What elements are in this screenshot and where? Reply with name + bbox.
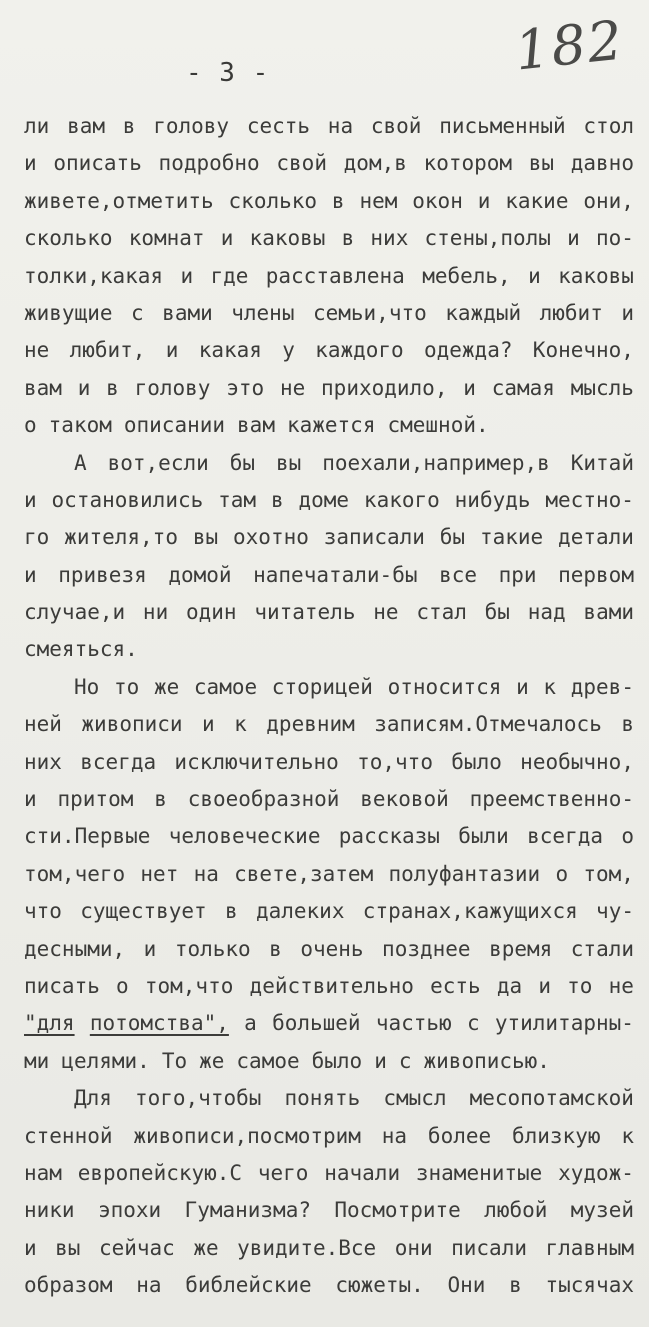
text-line <box>24 258 634 295</box>
word: есть <box>430 973 481 998</box>
text-line <box>24 931 634 968</box>
word: образом <box>24 1273 113 1298</box>
word: существует <box>80 899 207 924</box>
word: охотно <box>233 525 309 550</box>
word: того,чтобы <box>134 1086 262 1111</box>
text-line <box>24 968 634 1005</box>
word: читатель <box>254 600 356 625</box>
text-line <box>24 781 634 818</box>
word: первом <box>558 562 634 587</box>
word: члены <box>231 300 295 325</box>
text-line <box>24 145 634 182</box>
page-number: - 3 - <box>186 58 270 88</box>
word: всегда <box>80 749 157 774</box>
word: и <box>24 487 37 512</box>
word: то <box>113 674 140 699</box>
word: над <box>527 600 566 625</box>
word: всегда <box>527 824 603 849</box>
word: кажется <box>286 413 376 438</box>
word: сколько <box>24 226 113 251</box>
text-line <box>24 669 634 706</box>
text-line <box>24 557 634 594</box>
text-line <box>24 818 634 855</box>
word: ми <box>24 1048 50 1073</box>
word: же <box>153 674 180 699</box>
word: далеких <box>255 899 345 924</box>
word: А <box>74 450 87 475</box>
word: в <box>154 787 167 812</box>
text-line <box>24 407 634 444</box>
word: семьи,что <box>312 300 427 325</box>
word: какого <box>363 487 440 512</box>
word: Конечно, <box>532 338 634 363</box>
word: го <box>24 525 50 550</box>
word: любой <box>484 1198 548 1223</box>
word: в <box>270 487 284 512</box>
word: бы <box>484 600 510 625</box>
word: описать <box>53 151 142 176</box>
word: действительно <box>249 973 414 998</box>
word: Посмотрите <box>334 1198 461 1223</box>
word: "для <box>24 1011 75 1036</box>
word: время <box>489 936 553 961</box>
word: исключительно <box>174 749 339 774</box>
word: стол <box>583 114 634 138</box>
word: относится <box>387 674 502 699</box>
word: древним <box>266 712 355 737</box>
word: сторицей <box>271 674 373 699</box>
word: живете,отметить <box>24 188 214 213</box>
word: такие <box>479 525 544 550</box>
word: домой <box>168 562 232 587</box>
word: расставлена <box>265 263 405 288</box>
word: у <box>282 338 295 363</box>
word: привезя <box>58 562 147 587</box>
word: том,чего <box>24 861 126 886</box>
text-line <box>24 1080 634 1117</box>
word: древ- <box>570 674 634 699</box>
word: стены,полы <box>424 226 551 251</box>
word: а <box>244 1011 257 1036</box>
word: начали <box>324 1160 401 1185</box>
word: живущие <box>24 300 113 325</box>
word: какая <box>198 338 262 363</box>
text-line <box>24 631 634 668</box>
text-line <box>24 893 634 930</box>
word: своеобразной <box>187 787 340 812</box>
word: живописи <box>81 712 183 737</box>
word: на <box>136 1273 162 1298</box>
word: жителя,то <box>64 525 178 550</box>
word: и <box>180 263 194 288</box>
word: в <box>269 936 282 961</box>
word: же <box>193 1235 219 1260</box>
word: Но <box>74 674 100 699</box>
word: и <box>24 151 37 176</box>
word: они, <box>583 188 634 213</box>
word: вами <box>583 600 634 625</box>
word: каковы <box>558 263 634 288</box>
word: в <box>331 188 345 213</box>
word: главным <box>545 1235 634 1260</box>
word: вот,если <box>107 450 209 475</box>
word: свой <box>370 114 422 138</box>
word: было <box>451 749 502 774</box>
word: с <box>131 300 144 325</box>
word: голову <box>153 114 230 138</box>
word: вековой <box>360 787 449 812</box>
word: смеяться. <box>24 637 138 662</box>
word: них <box>370 226 409 251</box>
word: преемственно- <box>469 787 634 812</box>
word: десными, <box>24 936 126 961</box>
word: каждый <box>445 300 522 325</box>
word: с <box>398 1048 412 1073</box>
word: притом <box>57 787 134 812</box>
word: напечатали-бы <box>253 562 418 587</box>
word: полуфантазии <box>388 861 541 886</box>
word: То <box>161 1048 188 1073</box>
word: вами <box>162 300 213 325</box>
word: окон <box>412 188 463 213</box>
word: остановились <box>51 487 204 512</box>
text-line <box>24 220 634 257</box>
word: сюжеты. <box>335 1273 424 1298</box>
word: записям.Отмечалось <box>374 712 602 737</box>
word: библейские <box>185 1273 312 1298</box>
word: смешной. <box>387 413 489 438</box>
word: о <box>116 973 129 998</box>
word: и <box>24 1235 37 1260</box>
word: странах,кажущихся <box>362 899 578 924</box>
word: к <box>234 712 247 737</box>
word: эпохи <box>97 1198 162 1223</box>
word: не <box>24 338 50 363</box>
word: в <box>122 114 136 138</box>
word: самая <box>491 375 555 400</box>
word: поехали,например,в <box>322 450 550 475</box>
word: описании <box>123 413 226 438</box>
word: Они <box>447 1273 486 1298</box>
word: и <box>165 338 179 363</box>
word: дом,в <box>343 151 407 176</box>
word: все <box>439 562 478 587</box>
word: близкую <box>511 1123 601 1148</box>
text-line <box>24 1118 634 1155</box>
word: по- <box>595 226 634 251</box>
text-line <box>24 706 634 743</box>
text-line <box>24 594 634 631</box>
word: смысл <box>383 1086 447 1111</box>
word: нем <box>359 188 398 213</box>
word: о <box>621 824 634 849</box>
word: о <box>555 861 569 886</box>
word: давно <box>570 151 634 176</box>
word: них <box>24 749 62 774</box>
word: к <box>621 1123 634 1148</box>
word: писать <box>24 973 100 998</box>
word: записали <box>323 525 425 550</box>
word: целями. <box>61 1048 150 1073</box>
word: было <box>311 1048 363 1073</box>
word: частью <box>375 1011 452 1036</box>
word: сейчас <box>98 1235 175 1260</box>
word: в <box>106 375 119 400</box>
text-line <box>24 519 634 556</box>
word: бы <box>229 450 256 475</box>
word: любит <box>539 300 603 325</box>
word: вы <box>275 450 302 475</box>
word: приходило, <box>321 375 448 400</box>
word: где <box>210 263 249 288</box>
word: котором <box>423 151 513 176</box>
word: не <box>373 600 399 625</box>
word: каждого <box>315 338 404 363</box>
word: были <box>458 824 509 849</box>
word: необычно, <box>520 749 634 774</box>
word: потомства", <box>89 1011 229 1036</box>
word: самое <box>236 1048 300 1073</box>
word: то <box>567 973 593 998</box>
word: письменный <box>439 114 566 138</box>
word: нет <box>140 861 179 886</box>
word: голову <box>134 375 211 400</box>
word: ники <box>24 1198 75 1223</box>
text-line <box>24 1005 634 1042</box>
word: позднее <box>382 936 471 961</box>
word: бы <box>439 525 466 550</box>
body-text <box>24 108 634 1305</box>
word: и <box>24 787 37 812</box>
word: Для <box>74 1086 112 1111</box>
word: рассказы <box>338 824 440 849</box>
word: мысль <box>570 375 634 400</box>
word: таком <box>48 413 112 438</box>
text-line <box>24 295 634 332</box>
word: и <box>143 936 157 961</box>
word: на <box>381 1123 408 1148</box>
word: месопотамской <box>469 1086 634 1111</box>
word: любит, <box>69 338 146 363</box>
word: только <box>174 936 251 961</box>
word: ни <box>142 600 169 625</box>
text-line <box>24 1267 634 1304</box>
word: вы <box>528 151 555 176</box>
word: ней <box>24 712 62 737</box>
text-line <box>24 482 634 519</box>
text-line <box>24 1043 634 1080</box>
text-line <box>24 183 634 220</box>
word: в <box>225 899 238 924</box>
word: на <box>327 114 354 138</box>
text-line <box>24 1155 634 1192</box>
text-line <box>24 108 634 145</box>
word: европейскую.С <box>77 1160 243 1185</box>
word: стали <box>570 936 634 961</box>
word: том, <box>583 861 634 886</box>
word: понять <box>284 1086 361 1111</box>
word: толки,какая <box>24 263 164 288</box>
word: что <box>24 899 62 924</box>
word: худож- <box>558 1160 634 1185</box>
word: детали <box>558 525 634 550</box>
word: и <box>621 300 634 325</box>
text-line <box>24 856 634 893</box>
word: не <box>279 375 306 400</box>
word: свой <box>276 151 327 176</box>
text-line <box>24 445 634 482</box>
text-line <box>24 370 634 407</box>
word: мебель, <box>422 263 511 288</box>
word: и <box>374 1048 387 1073</box>
word: живописью. <box>423 1048 550 1073</box>
word: доме <box>298 487 350 512</box>
word: стал <box>416 600 467 625</box>
word: том,что <box>144 973 234 998</box>
word: большей <box>272 1011 361 1036</box>
word: они <box>394 1235 433 1260</box>
handwritten-archive-number: 182 <box>512 8 628 83</box>
word: и <box>463 375 476 400</box>
word: очень <box>300 936 364 961</box>
word: сколько <box>228 188 318 213</box>
word: музей <box>570 1198 634 1223</box>
word: в <box>509 1273 522 1298</box>
word: знаменитые <box>415 1160 543 1185</box>
word: стенной <box>24 1123 113 1148</box>
word: подробно <box>158 151 260 176</box>
word: и <box>567 226 580 251</box>
word: Китай <box>570 450 634 475</box>
word: Гуманизма? <box>184 1198 311 1223</box>
word: каковы <box>249 226 326 251</box>
word: и <box>538 973 551 998</box>
word: нам <box>24 1160 62 1185</box>
word: и <box>202 712 215 737</box>
word: сти.Первые <box>24 824 151 849</box>
word: на <box>193 861 219 886</box>
text-line <box>24 744 634 781</box>
word: чу- <box>596 899 634 924</box>
word: в <box>341 226 355 251</box>
word: один <box>185 600 237 625</box>
word: человеческие <box>168 824 321 849</box>
word: и <box>77 375 91 400</box>
word: случае,и <box>24 600 126 625</box>
word: тысячах <box>545 1273 634 1298</box>
text-line <box>24 1230 634 1267</box>
word: и <box>516 674 529 699</box>
word: ли <box>24 114 50 138</box>
word: утилитарны- <box>494 1011 634 1036</box>
word: с <box>466 1011 480 1036</box>
word: не <box>608 973 634 998</box>
word: писали <box>451 1235 527 1260</box>
word: и <box>528 263 541 288</box>
word: и <box>24 562 37 587</box>
word: чего <box>257 1160 309 1185</box>
word: к <box>543 674 557 699</box>
word: комнат <box>128 226 205 251</box>
word: местно- <box>545 487 634 512</box>
word: увидите.Все <box>237 1235 377 1260</box>
word: о <box>24 413 37 438</box>
word: вы <box>192 525 219 550</box>
word: и <box>220 226 234 251</box>
word: нибудь <box>454 487 531 512</box>
word: вам <box>67 114 105 138</box>
word: при <box>498 562 537 587</box>
word: свете,затем <box>234 861 374 886</box>
word: сесть <box>246 114 311 138</box>
word: живописи,посмотрим <box>133 1123 361 1148</box>
word: же <box>199 1048 225 1073</box>
word: вы <box>55 1235 81 1260</box>
word: и <box>477 188 491 213</box>
text-line <box>24 1192 634 1229</box>
word: там <box>218 487 257 512</box>
text-line <box>24 332 634 369</box>
word: вам <box>237 413 275 438</box>
word: в <box>621 712 634 737</box>
word: вам <box>24 375 62 400</box>
word: самое <box>193 674 258 699</box>
word: более <box>427 1123 492 1148</box>
word: то,что <box>357 749 433 774</box>
word: какие <box>505 188 569 213</box>
word: одежда? <box>423 338 513 363</box>
word: это <box>226 375 265 400</box>
word: да <box>496 973 523 998</box>
